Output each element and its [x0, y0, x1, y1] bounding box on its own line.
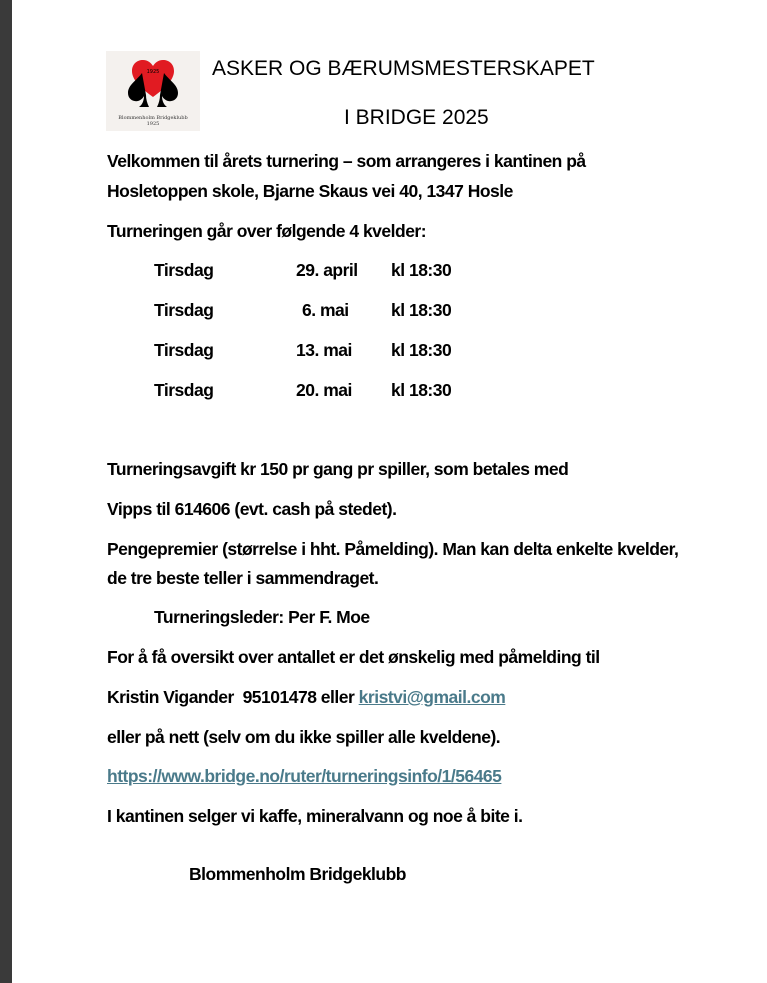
club-logo — [106, 51, 200, 131]
schedule-day: Tirsdag — [154, 300, 214, 320]
page-title: ASKER OG BÆRUMSMESTERSKAPET — [212, 57, 595, 80]
tournament-director: Turneringsleder: Per F. Moe — [154, 607, 370, 627]
signature: Blommenholm Bridgeklubb — [189, 864, 406, 884]
schedule-day: Tirsdag — [154, 340, 214, 360]
schedule-time: kl 18:30 — [391, 260, 452, 280]
heart-spade-icon — [106, 51, 200, 115]
schedule-time: kl 18:30 — [391, 340, 452, 360]
canteen-info: I kantinen selger vi kaffe, mineralvann og noe å bite i. — [107, 806, 523, 826]
logo-caption-name: Blommenholm Bridgeklubb — [118, 115, 188, 121]
logo-badge: 1925 — [146, 69, 160, 75]
fee-line-1: Turneringsavgift kr 150 pr gang pr spiller, som betales med — [107, 459, 569, 479]
signup-contact — [107, 687, 505, 708]
schedule-heading: Turneringen går over følgende 4 kvelder: — [107, 221, 427, 241]
schedule-time: kl 18:30 — [391, 380, 452, 400]
logo-caption-year: 1925 — [146, 121, 160, 127]
tournament-info-link[interactable]: https://www.bridge.no/ruter/turneringsinfo/1/56465 — [107, 766, 502, 786]
page-subtitle: I BRIDGE 2025 — [344, 106, 489, 129]
fee-line-2: Vipps til 614606 (evt. cash på stedet). — [107, 499, 397, 519]
schedule-date: 6. mai — [302, 300, 349, 320]
intro-line-1: Velkommen til årets turnering – som arrangeres i kantinen på — [107, 151, 586, 171]
schedule-date: 13. mai — [296, 340, 352, 360]
signup-line-3: eller på nett (selv om du ikke spiller alle kveldene). — [107, 727, 501, 747]
schedule-day: Tirsdag — [154, 380, 214, 400]
email-link[interactable]: kristvi@gmail.com — [358, 687, 506, 707]
logo-caption — [106, 115, 200, 127]
prizes-line-2: de tre beste teller i sammendraget. — [107, 568, 379, 588]
schedule-day: Tirsdag — [154, 260, 214, 280]
schedule-time: kl 18:30 — [391, 300, 452, 320]
window-edge — [0, 0, 12, 983]
intro-line-2: Hosletoppen skole, Bjarne Skaus vei 40, 1347 Hosle — [107, 181, 513, 201]
signup-url — [107, 766, 501, 787]
contact-name-phone: Kristin Vigander 95101478 eller — [107, 687, 359, 707]
schedule-date: 29. april — [296, 260, 358, 280]
schedule-date: 20. mai — [296, 380, 352, 400]
prizes-line-1: Pengepremier (størrelse i hht. Påmelding). Man kan delta enkelte kvelder, — [107, 539, 679, 559]
signup-line-1: For å få oversikt over antallet er det ønskelig med påmelding til — [107, 647, 600, 667]
